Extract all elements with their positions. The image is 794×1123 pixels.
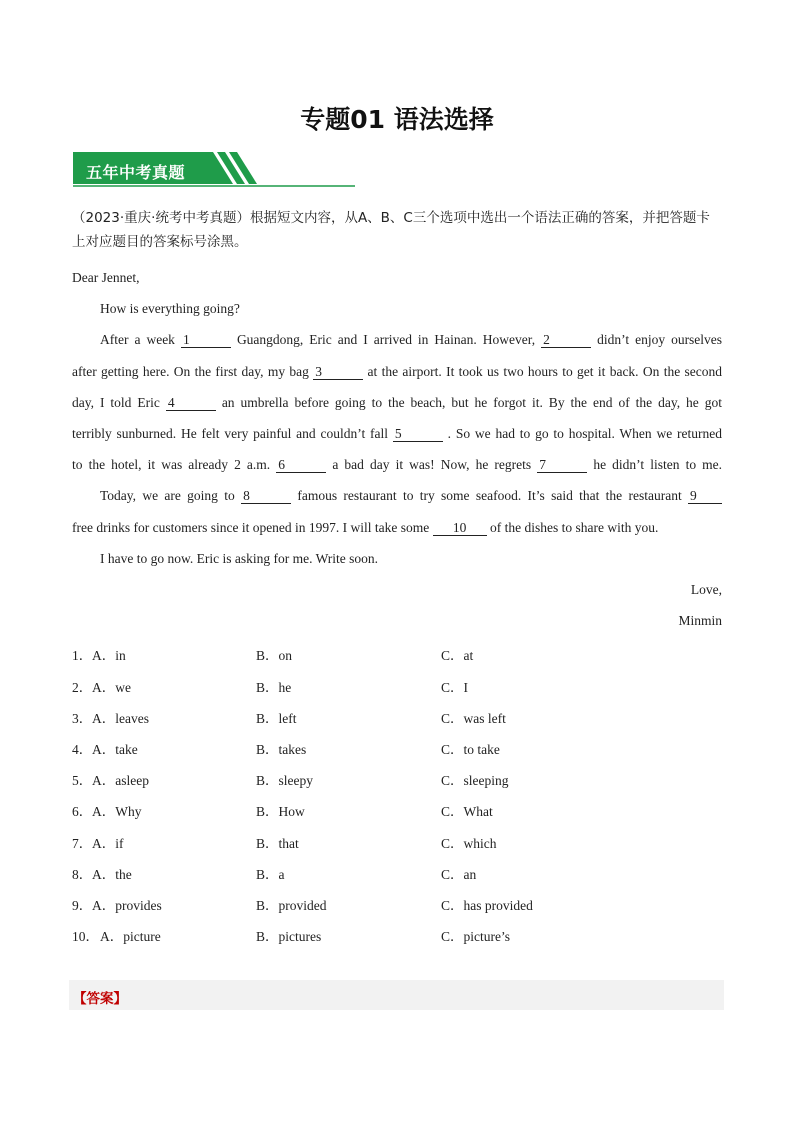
page-title: 专题01 语法选择 <box>300 105 494 134</box>
letter-line: free drinks for customers since it opened in 1997. I will take some 10 of the dishes to share with you. <box>72 520 659 535</box>
question-number: 9． <box>72 898 93 913</box>
question-number: 1． <box>72 648 93 663</box>
question-number: 5． <box>72 773 93 788</box>
letter-closing: Love, <box>690 582 722 597</box>
blank-4: 4 <box>166 396 216 411</box>
option-a: A．provides <box>92 898 162 913</box>
question-number: 4． <box>72 742 93 757</box>
letter-line: day, I told Eric 4 an umbrella before going to the beach, but he forgot it. By the end of the day, he got <box>72 395 723 410</box>
question-number: 2． <box>72 680 93 695</box>
option-b: B．on <box>256 648 293 663</box>
blank-5: 5 <box>393 427 443 442</box>
blank-3: 3 <box>313 365 363 380</box>
option-c: C．picture’s <box>441 929 510 944</box>
option-b: B．takes <box>256 742 307 757</box>
option-c: C．at <box>441 648 474 663</box>
blank-6: 6 <box>276 458 326 473</box>
option-c: C．What <box>441 804 493 819</box>
option-c: C．to take <box>441 742 500 757</box>
question-number: 7． <box>72 836 93 851</box>
option-b: B．a <box>256 867 285 882</box>
option-b: B．pictures <box>256 929 322 944</box>
option-c: C．an <box>441 867 477 882</box>
question-number: 8． <box>72 867 93 882</box>
letter-line: to the hotel, it was already 2 a.m. 6 a bad day it was! Now, he regrets 7 he didn’t listen to me. <box>72 457 723 472</box>
blank-9: 9 <box>688 489 722 504</box>
letter-line: after getting here. On the first day, my bag 3 at the airport. It took us two hours to get it back. On the second <box>72 364 723 379</box>
blank-2: 2 <box>541 333 591 348</box>
answer-section <box>69 980 724 1010</box>
letter-greeting: Dear Jennet, <box>72 270 140 285</box>
option-c: C．which <box>441 836 497 851</box>
letter-line: terribly sunburned. He felt very painful and couldn’t fall 5 . So we had to go to hospital. When we returned <box>72 426 722 441</box>
instructions: （2023·重庆·统考中考真题）根据短文内容，从A、B、C三个选项中选出一个语法正确的答案，并把答题卡上对应题目的答案标号涂黑。 <box>72 210 710 250</box>
option-a: A．leaves <box>92 711 149 726</box>
option-a: A．Why <box>92 804 142 819</box>
option-c: C．has provided <box>441 898 533 913</box>
question-number: 3． <box>72 711 93 726</box>
section-banner <box>73 152 363 188</box>
letter-paragraph-opening: How is everything going? <box>100 301 240 316</box>
option-a: A．picture <box>100 929 161 944</box>
letter-line: Today, we are going to 8 famous restaurant to try some seafood. It’s said that the restaurant 9 <box>100 488 722 504</box>
option-c: C．sleeping <box>441 773 509 788</box>
option-b: B．that <box>256 836 299 851</box>
section-banner-label: 五年中考真题 <box>86 163 186 182</box>
letter-paragraph-closing: I have to go now. Eric is asking for me. Write soon. <box>100 551 379 566</box>
option-a: A．we <box>92 680 131 695</box>
blank-10: 10 <box>433 521 487 536</box>
option-a: A．if <box>92 836 124 851</box>
option-b: B．he <box>256 680 292 695</box>
option-b: B．sleepy <box>256 773 313 788</box>
option-b: B．provided <box>256 898 327 913</box>
blank-8: 8 <box>241 489 291 504</box>
letter-signature: Minmin <box>678 613 722 628</box>
option-a: A．asleep <box>92 773 149 788</box>
question-number: 10． <box>72 929 99 944</box>
blank-1: 1 <box>181 333 231 348</box>
option-a: A．in <box>92 648 126 663</box>
option-c: C．I <box>441 680 468 695</box>
option-b: B．How <box>256 804 305 819</box>
option-c: C．was left <box>441 711 506 726</box>
blank-7: 7 <box>537 458 587 473</box>
question-number: 6． <box>72 804 93 819</box>
answer-label: 【答案】 <box>73 991 127 1007</box>
option-a: A．take <box>92 742 138 757</box>
letter-line: After a week 1 Guangdong, Eric and I arrived in Hainan. However, 2 didn’t enjoy ourselves <box>100 332 723 347</box>
option-b: B．left <box>256 711 297 726</box>
option-a: A．the <box>92 867 132 882</box>
